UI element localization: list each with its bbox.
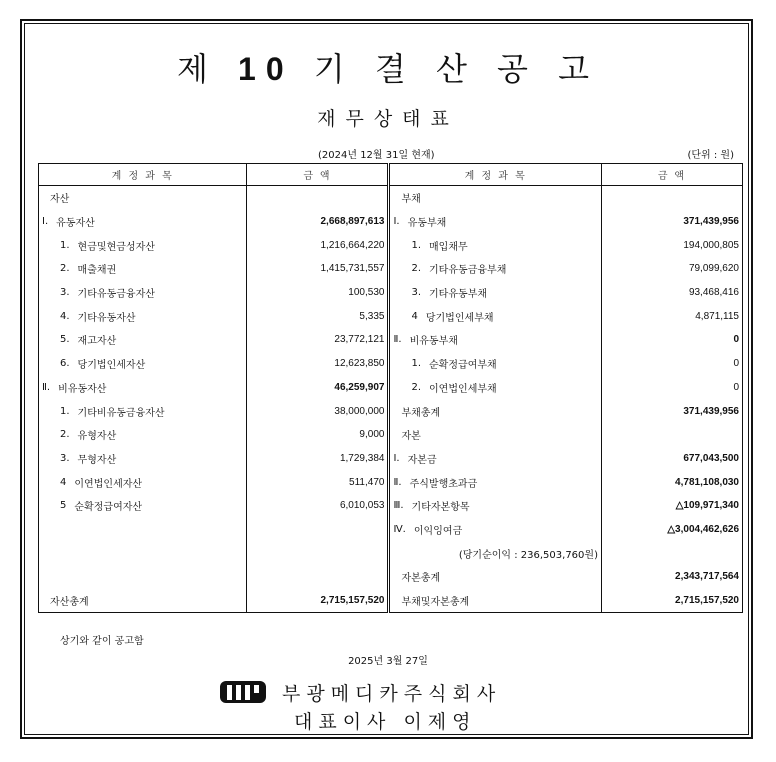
table-row [39,328,743,352]
amount-left [247,186,389,210]
table-header-row [39,164,743,186]
account-prefix: Ⅱ. [393,476,402,488]
amount-right: 79,099,620 [601,257,742,281]
account-name-right [389,376,602,400]
account-label: 기타비유동금융자산 [77,407,165,419]
amount-left [247,565,389,589]
header-amount-right: 금 액 [601,164,742,186]
amount-right: △109,971,340 [601,494,742,518]
account-name-right [389,589,602,613]
account-label: 비유동부채 [409,336,458,348]
account-name-right [389,541,602,565]
account-prefix: Ⅰ. [393,216,400,228]
account-prefix: 5. [60,334,70,346]
account-prefix: 6. [60,358,70,370]
account-name-right [389,352,602,376]
account-prefix: 3. [60,287,70,299]
account-label: 기타유동금융자산 [77,289,155,301]
account-name-left [39,447,247,471]
table-row [39,470,743,494]
title-number: 10 [238,51,294,87]
account-label: 유동자산 [56,218,95,230]
amount-right: 0 [601,376,742,400]
amount-right: 4,781,108,030 [601,470,742,494]
account-label: 매출채권 [77,265,117,277]
account-name-right [389,328,602,352]
amount-right [601,541,742,565]
account-prefix: 2. [60,263,70,275]
account-name-left [39,376,247,400]
account-prefix: 4 [60,476,67,488]
account-prefix: 2. [60,429,70,441]
amount-right: 2,715,157,520 [601,589,742,613]
account-name-right [389,470,602,494]
table-row [39,447,743,471]
table-row [39,281,743,305]
table-row [39,210,743,234]
account-prefix: 2. [411,381,421,393]
amount-left: 12,623,850 [247,352,389,376]
table-row [39,565,743,589]
account-name-right [389,304,602,328]
account-prefix: Ⅰ. [393,452,400,464]
account-name-right [389,186,602,210]
table-row [39,518,743,542]
account-label: 현금및현금성자산 [77,241,155,253]
title-suffix: 기 결 산 공 고 [313,50,600,88]
account-label: 이연법인세자산 [74,478,143,490]
amount-left: 23,772,121 [247,328,389,352]
account-prefix: 4 [411,310,418,322]
account-prefix: 3. [411,287,421,299]
amount-left: 2,668,897,613 [247,210,389,234]
account-prefix: 3. [60,452,70,464]
footer-note: 상기와 같이 공고함 [60,636,144,647]
account-label: 자본 [401,431,421,443]
account-label: 자산 [50,194,70,206]
amount-left: 5,335 [247,304,389,328]
account-prefix: 1. [411,239,421,251]
title-prefix: 제 [176,50,218,88]
notice-title [0,44,776,90]
account-label: 유동부채 [407,218,447,230]
account-name-right [389,423,602,447]
amount-right: 4,871,115 [601,304,742,328]
account-prefix: 1. [60,239,70,251]
as-of-date: (2024년 12월 31일 현재) [318,150,435,161]
amount-right: 0 [601,328,742,352]
account-label: 기타유동부채 [429,289,488,301]
account-name-left [39,399,247,423]
account-prefix: Ⅰ. [42,216,49,228]
amount-left: 9,000 [247,423,389,447]
account-label: 순확정급여부채 [429,360,497,372]
account-name-left [39,328,247,352]
table-row [39,494,743,518]
table-row [39,399,743,423]
account-name-left [39,565,247,589]
table-row [39,257,743,281]
account-label: 이익잉여금 [413,525,463,537]
table-row [39,423,743,447]
account-name-right [389,281,602,305]
amount-right: 2,343,717,564 [601,565,742,589]
amount-left [247,518,389,542]
account-label: 자본총계 [401,573,441,585]
account-prefix: Ⅱ. [393,334,402,346]
account-name-left [39,589,247,613]
account-label: 순확정급여자산 [74,502,143,514]
table-row [39,186,743,210]
account-label: 기타유동자산 [77,312,136,324]
amount-left: 46,259,907 [247,376,389,400]
header-amount-left: 금 액 [247,164,389,186]
account-prefix: Ⅱ. [42,381,51,393]
account-name-left [39,494,247,518]
account-label: 재고자산 [77,336,117,348]
amount-right: 677,043,500 [601,447,742,471]
account-label: 무형자산 [77,454,117,466]
header-account-left: 계 정 과 목 [39,164,247,186]
account-label: 이연법인세부채 [429,383,497,395]
account-label: 자산총계 [50,597,89,609]
amount-right: 371,439,956 [601,399,742,423]
notice-date: 2025년 3월 27일 [348,656,428,667]
account-name-left [39,423,247,447]
amount-left [247,541,389,565]
account-name-right [389,494,602,518]
account-name-right [389,565,602,589]
account-name-right [389,447,602,471]
amount-left: 2,715,157,520 [247,589,389,613]
net-income-note: (당기순이익 : 236,503,760원) [458,549,598,561]
account-name-right [389,257,602,281]
account-prefix: 4. [60,310,70,322]
account-name-left [39,541,247,565]
account-prefix: 5 [60,500,67,512]
account-name-left [39,186,247,210]
account-name-right [389,233,602,257]
amount-right: △3,004,462,626 [601,518,742,542]
statement-subtitle: 재무상태표 [317,108,459,130]
amount-right: 194,000,805 [601,233,742,257]
amount-left: 1,415,731,557 [247,257,389,281]
table-row [39,304,743,328]
account-name-right [389,399,602,423]
account-label: 기타자본항목 [411,502,470,514]
amount-left: 1,216,664,220 [247,233,389,257]
balance-sheet-table [38,163,743,613]
currency-unit: (단위 : 원) [687,150,734,161]
account-name-left [39,233,247,257]
amount-right [601,423,742,447]
account-name-left [39,518,247,542]
account-label: 주식발행초과금 [409,478,478,490]
amount-left: 1,729,384 [247,447,389,471]
company-logo-icon [220,681,266,703]
account-prefix: Ⅲ. [393,500,404,512]
amount-left: 38,000,000 [247,399,389,423]
header-account-right: 계 정 과 목 [389,164,602,186]
account-name-left [39,304,247,328]
account-label: 기타유동금융부채 [429,265,507,277]
table-row [39,541,743,565]
account-name-left [39,257,247,281]
account-prefix: Ⅳ. [393,523,406,535]
account-label: 당기법인세부채 [425,312,494,324]
amount-left: 6,010,053 [247,494,389,518]
table-row [39,589,743,613]
amount-right [601,186,742,210]
table-row [39,233,743,257]
representative-name: 대표이사 이제영 [294,711,477,733]
account-name-left [39,470,247,494]
amount-right: 93,468,416 [601,281,742,305]
amount-right: 371,439,956 [601,210,742,234]
account-prefix: 1. [411,358,421,370]
account-label: 당기법인세자산 [77,360,146,372]
account-name-right [389,210,602,234]
amount-right: 0 [601,352,742,376]
account-name-left [39,210,247,234]
account-label: 자본금 [407,454,437,466]
account-prefix: 2. [411,263,421,275]
table-row [39,352,743,376]
account-prefix: 1. [60,405,70,417]
table-row [39,376,743,400]
account-name-left [39,352,247,376]
account-label: 부채및자본총계 [401,597,470,609]
account-label: 부채 [401,194,421,206]
company-name: 부광메디카주식회사 [282,683,502,705]
account-label: 부채총계 [401,407,441,419]
account-label: 비유동자산 [58,383,107,395]
amount-left: 511,470 [247,470,389,494]
amount-left: 100,530 [247,281,389,305]
account-label: 매입채무 [429,241,468,253]
account-label: 유형자산 [77,431,117,443]
account-name-left [39,281,247,305]
account-name-right [389,518,602,542]
